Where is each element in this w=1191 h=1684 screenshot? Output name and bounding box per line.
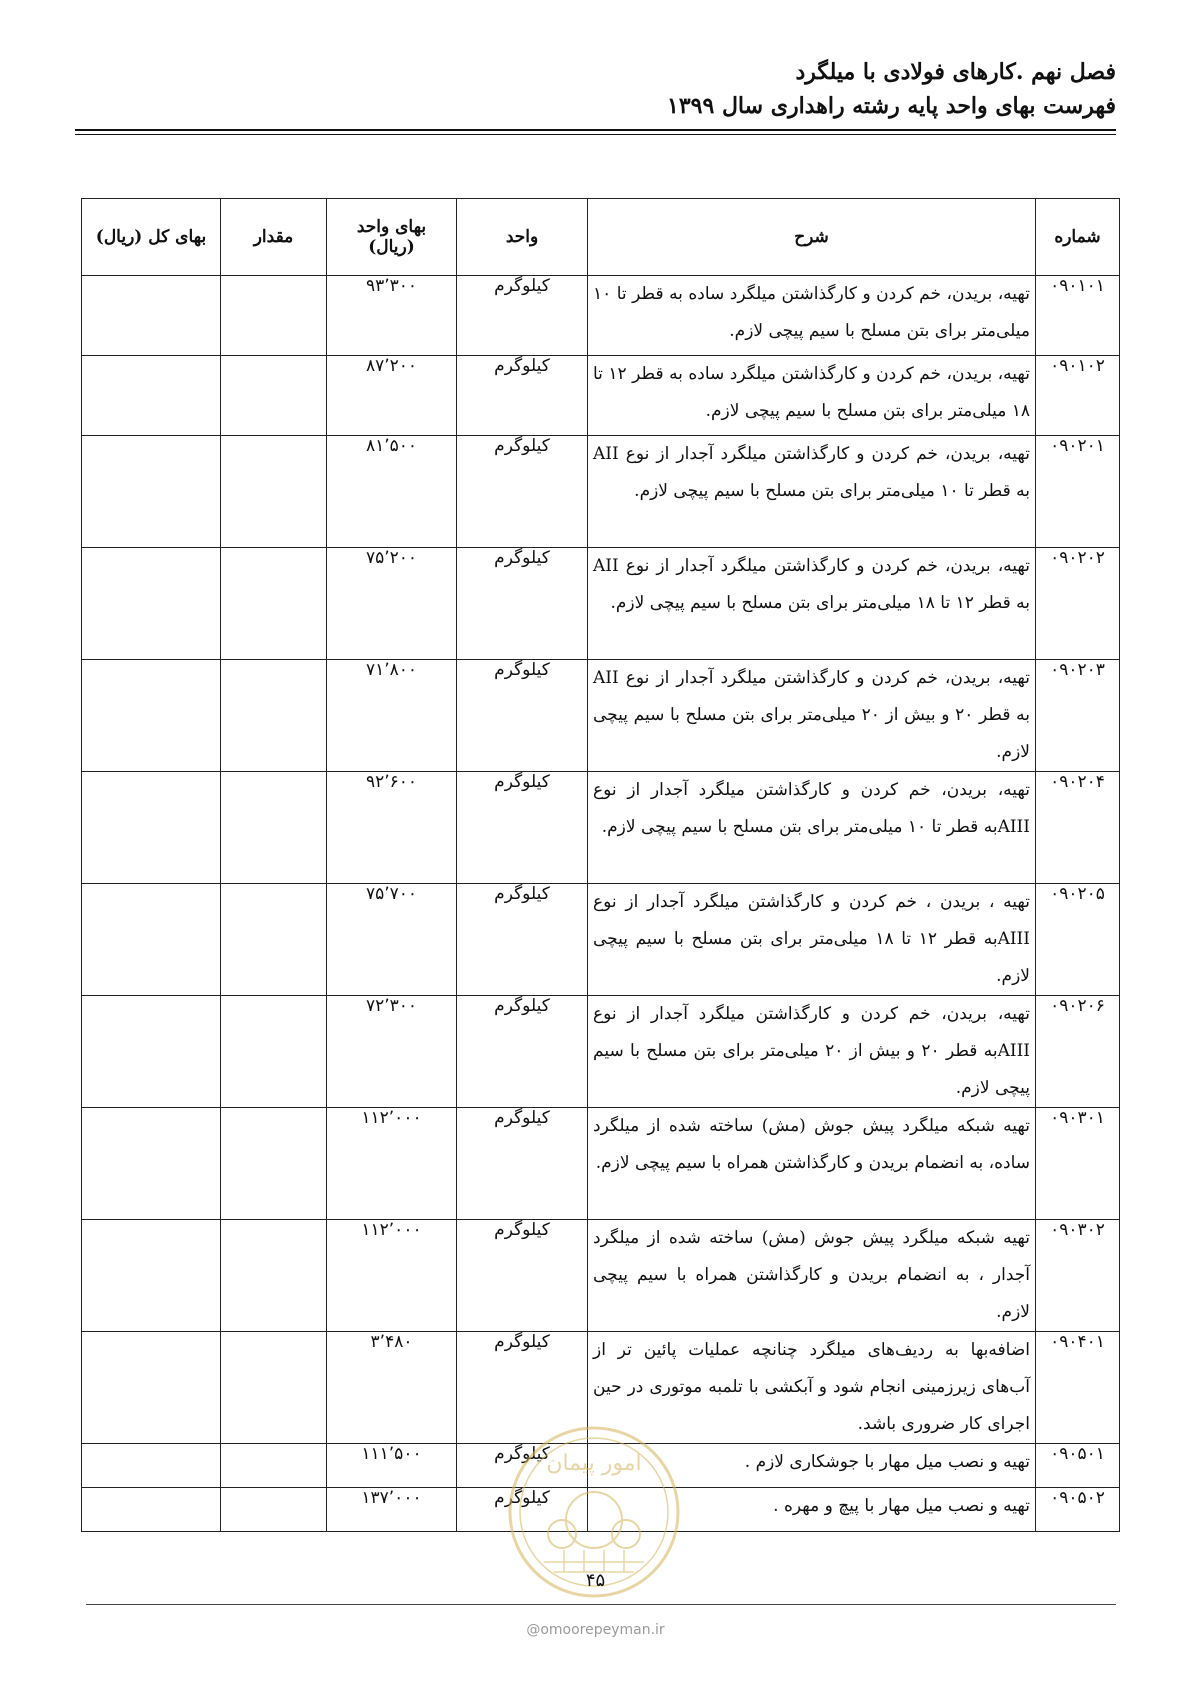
- table-row: [82, 1220, 1120, 1332]
- table-row: [82, 276, 1120, 356]
- row-code: ۰۹۰۳۰۲: [1036, 1220, 1120, 1332]
- header-code: شماره: [1036, 199, 1120, 276]
- row-quantity[interactable]: [221, 1488, 327, 1532]
- row-code: ۰۹۰۲۰۴: [1036, 772, 1120, 884]
- row-description: تهیه، بریدن، خم کردن و کارگذاشتن میلگرد آجدار از نوع AIIIبه قطر ۲۰ و بیش از ۲۰ میلی‌متر برای بتن مسلح با سیم پیچی لازم.: [588, 996, 1036, 1108]
- header-unit-price: بهای واحد (ریال): [327, 199, 457, 276]
- row-unit: کیلوگرم: [457, 1108, 588, 1220]
- row-description: تهیه و نصب میل مهار با جوشکاری لازم .: [588, 1444, 1036, 1488]
- row-description: تهیه، بریدن، خم کردن و کارگذاشتن میلگرد ساده به قطر ۱۲ تا ۱۸ میلی‌متر برای بتن مسلح با سیم پیچی لازم.: [588, 356, 1036, 436]
- row-unit-price: ۱۱۲٬۰۰۰: [327, 1108, 457, 1220]
- row-total[interactable]: [82, 1332, 221, 1444]
- row-quantity[interactable]: [221, 436, 327, 548]
- list-title: فهرست بهای واحد پایه رشته راهداری سال ۱۳۹۹: [667, 93, 1116, 119]
- row-description: اضافه‌بها به ردیف‌های میلگرد چنانچه عملیات پائین تر از آب‌های زیرزمینی انجام شود و آبکشی با تلمبه موتوری در حین اجرای کار ضروری باشد.: [588, 1332, 1036, 1444]
- table-row: [82, 884, 1120, 996]
- row-quantity[interactable]: [221, 660, 327, 772]
- row-unit-price: ۹۲٬۶۰۰: [327, 772, 457, 884]
- row-code: ۰۹۰۲۰۶: [1036, 996, 1120, 1108]
- table-row: [82, 1108, 1120, 1220]
- row-quantity[interactable]: [221, 356, 327, 436]
- row-unit: کیلوگرم: [457, 436, 588, 548]
- row-code: ۰۹۰۲۰۲: [1036, 548, 1120, 660]
- row-unit-price: ۳٬۴۸۰: [327, 1332, 457, 1444]
- row-description: تهیه، بریدن، خم کردن و کارگذاشتن میلگرد آجدار از نوع AII به قطر ۲۰ و بیش از ۲۰ میلی‌متر برای بتن مسلح با سیم پیچی لازم.: [588, 660, 1036, 772]
- row-quantity[interactable]: [221, 772, 327, 884]
- row-unit: کیلوگرم: [457, 772, 588, 884]
- row-description: تهیه و نصب میل مهار با پیچ و مهره .: [588, 1488, 1036, 1532]
- row-code: ۰۹۰۱۰۲: [1036, 356, 1120, 436]
- row-code: ۰۹۰۴۰۱: [1036, 1332, 1120, 1444]
- row-code: ۰۹۰۳۰۱: [1036, 1108, 1120, 1220]
- row-unit: کیلوگرم: [457, 884, 588, 996]
- row-description: تهیه، بریدن، خم کردن و کارگذاشتن میلگرد آجدار از نوع AII به قطر ۱۲ تا ۱۸ میلی‌متر برای بتن مسلح با سیم پیچی لازم.: [588, 548, 1036, 660]
- header-description: شرح: [588, 199, 1036, 276]
- row-unit: کیلوگرم: [457, 548, 588, 660]
- row-code: ۰۹۰۲۰۳: [1036, 660, 1120, 772]
- row-code: ۰۹۰۲۰۵: [1036, 884, 1120, 996]
- row-code: ۰۹۰۵۰۱: [1036, 1444, 1120, 1488]
- row-total[interactable]: [82, 548, 221, 660]
- row-total[interactable]: [82, 1444, 221, 1488]
- row-total[interactable]: [82, 356, 221, 436]
- row-unit-price: ۱۱۲٬۰۰۰: [327, 1220, 457, 1332]
- row-quantity[interactable]: [221, 1220, 327, 1332]
- row-total[interactable]: [82, 1488, 221, 1532]
- row-description: تهیه، بریدن، خم کردن و کارگذاشتن میلگرد ساده به قطر تا ۱۰ میلی‌متر برای بتن مسلح با سیم پیچی لازم.: [588, 276, 1036, 356]
- row-code: ۰۹۰۵۰۲: [1036, 1488, 1120, 1532]
- row-description: تهیه شبکه میلگرد پیش جوش (مش) ساخته شده از میلگرد آجدار ، به انضمام بریدن و کارگذاشتن همراه با سیم پیچی لازم.: [588, 1220, 1036, 1332]
- row-description: تهیه ، بریدن ، خم کردن و کارگذاشتن میلگرد آجدار از نوع AIIIبه قطر ۱۲ تا ۱۸ میلی‌متر برای بتن مسلح با سیم پیچی لازم.: [588, 884, 1036, 996]
- row-quantity[interactable]: [221, 276, 327, 356]
- chapter-title: فصل نهم .کارهای فولادی با میلگرد: [795, 59, 1116, 85]
- row-unit: کیلوگرم: [457, 996, 588, 1108]
- table-row: [82, 772, 1120, 884]
- page-header: [75, 55, 1116, 123]
- row-total[interactable]: [82, 660, 221, 772]
- row-quantity[interactable]: [221, 1108, 327, 1220]
- row-unit-price: ۸۷٬۲۰۰: [327, 356, 457, 436]
- row-unit: کیلوگرم: [457, 660, 588, 772]
- table-header-row: [82, 199, 1120, 276]
- table-row: [82, 996, 1120, 1108]
- price-table: [81, 198, 1120, 1532]
- header-rule-thick: [75, 129, 1116, 131]
- page-number: ۴۵: [585, 1570, 606, 1591]
- row-unit-price: ۷۵٬۷۰۰: [327, 884, 457, 996]
- row-quantity[interactable]: [221, 1332, 327, 1444]
- header-quantity: مقدار: [221, 199, 327, 276]
- row-total[interactable]: [82, 436, 221, 548]
- row-quantity[interactable]: [221, 548, 327, 660]
- row-total[interactable]: [82, 884, 221, 996]
- row-code: ۰۹۰۲۰۱: [1036, 436, 1120, 548]
- row-unit: کیلوگرم: [457, 1220, 588, 1332]
- row-quantity[interactable]: [221, 996, 327, 1108]
- row-quantity[interactable]: [221, 884, 327, 996]
- row-unit-price: ۷۱٬۸۰۰: [327, 660, 457, 772]
- row-unit: کیلوگرم: [457, 276, 588, 356]
- row-unit-price: ۷۲٬۳۰۰: [327, 996, 457, 1108]
- row-description: تهیه، بریدن، خم کردن و کارگذاشتن میلگرد آجدار از نوع AII به قطر تا ۱۰ میلی‌متر برای بتن مسلح با سیم پیچی لازم.: [588, 436, 1036, 548]
- header-unit: واحد: [457, 199, 588, 276]
- table-row: [82, 660, 1120, 772]
- table-row: [82, 436, 1120, 548]
- table-row: [82, 548, 1120, 660]
- row-unit: کیلوگرم: [457, 1488, 588, 1532]
- watermark-text: @omoorepeyman.ir: [526, 1622, 665, 1638]
- row-total[interactable]: [82, 276, 221, 356]
- row-total[interactable]: [82, 1108, 221, 1220]
- header-total-price: بهای کل (ریال): [82, 199, 221, 276]
- footer-rule: [86, 1604, 1116, 1605]
- row-unit-price: ۹۳٬۳۰۰: [327, 276, 457, 356]
- row-total[interactable]: [82, 996, 221, 1108]
- row-total[interactable]: [82, 772, 221, 884]
- row-unit-price: ۸۱٬۵۰۰: [327, 436, 457, 548]
- row-unit-price: ۱۱۱٬۵۰۰: [327, 1444, 457, 1488]
- table-row: [82, 356, 1120, 436]
- row-code: ۰۹۰۱۰۱: [1036, 276, 1120, 356]
- row-unit: کیلوگرم: [457, 1444, 588, 1488]
- row-unit: کیلوگرم: [457, 1332, 588, 1444]
- row-description: تهیه، بریدن، خم کردن و کارگذاشتن میلگرد آجدار از نوع AIIIبه قطر تا ۱۰ میلی‌متر برای بتن مسلح با سیم پیچی لازم.: [588, 772, 1036, 884]
- seal-text: امور پیمان: [546, 1451, 642, 1476]
- row-unit: کیلوگرم: [457, 356, 588, 436]
- row-unit-price: ۷۵٬۲۰۰: [327, 548, 457, 660]
- header-rule-thin: [75, 134, 1116, 135]
- row-total[interactable]: [82, 1220, 221, 1332]
- row-description: تهیه شبکه میلگرد پیش جوش (مش) ساخته شده از میلگرد ساده، به انضمام بریدن و کارگذاشتن همراه با سیم پیچی لازم.: [588, 1108, 1036, 1220]
- row-unit-price: ۱۳۷٬۰۰۰: [327, 1488, 457, 1532]
- row-quantity[interactable]: [221, 1444, 327, 1488]
